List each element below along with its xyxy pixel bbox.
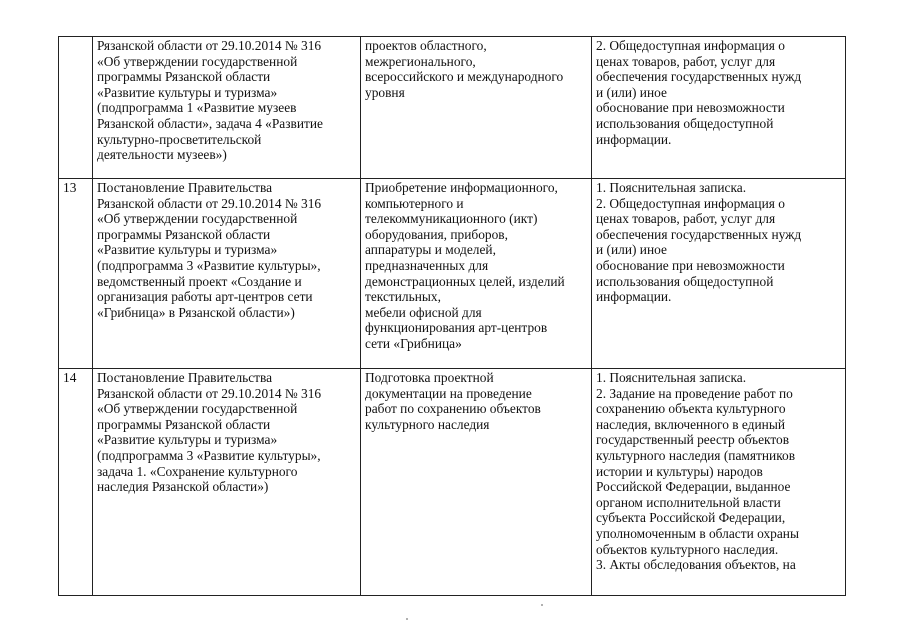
row-number-cell: 14	[59, 369, 93, 596]
row-number-cell	[59, 37, 93, 179]
scan-speck	[541, 604, 543, 606]
expense-item-cell: проектов областного, межрегионального, всероссийского и международного уровня	[361, 37, 592, 179]
expense-item-cell: Подготовка проектной документации на проведение работ по сохранению объектов культурного наследия	[361, 369, 592, 596]
requirements-table	[58, 36, 846, 596]
required-documents-cell: 2. Общедоступная информация о ценах товаров, работ, услуг для обеспечения государственных нужд и (или) иное обоснование при невозможности использования общедоступной информации.	[592, 37, 846, 179]
legal-basis-cell: Постановление Правительства Рязанской области от 29.10.2014 № 316 «Об утверждении государственной программы Рязанской области «Развитие культуры и туризма» (подпрограмма 3 «Развитие культуры», ведомственный проект «Создание и организация работы арт-центров сети «Грибница» в Рязанской области»)	[93, 179, 361, 369]
required-documents-cell: 1. Пояснительная записка. 2. Задание на проведение работ по сохранению объекта культурного наследия, включенного в единый государственный реестр объектов культурного наследия (памятников истории и культуры) народов Российской Федерации, выданное органом исполнительной власти субъекта Российской Федерации, уполномоченным в области охраны объектов культурного наследия. 3. Акты обследования объектов, на	[592, 369, 846, 596]
legal-basis-cell: Постановление Правительства Рязанской области от 29.10.2014 № 316 «Об утверждении государственной программы Рязанской области «Развитие культуры и туризма» (подпрограмма 3 «Развитие культуры», задача 1. «Сохранение культурного наследия Рязанской области»)	[93, 369, 361, 596]
table-row	[59, 369, 846, 596]
scan-speck	[406, 618, 408, 620]
legal-basis-cell: Рязанской области от 29.10.2014 № 316 «Об утверждении государственной программы Рязанской области «Развитие культуры и туризма» (подпрограмма 1 «Развитие музеев Рязанской области», задача 4 «Развитие культурно-просветительской деятельности музеев»)	[93, 37, 361, 179]
expense-item-cell: Приобретение информационного, компьютерного и телекоммуникационного (икт) оборудования, приборов, аппаратуры и моделей, предназначенных для демонстрационных целей, изделий текстильных, мебели офисной для функционирования арт-центров сети «Грибница»	[361, 179, 592, 369]
row-number-cell: 13	[59, 179, 93, 369]
table-row	[59, 179, 846, 369]
table-row	[59, 37, 846, 179]
required-documents-cell: 1. Пояснительная записка. 2. Общедоступная информация о ценах товаров, работ, услуг для обеспечения государственных нужд и (или) иное обоснование при невозможности использования общедоступной информации.	[592, 179, 846, 369]
